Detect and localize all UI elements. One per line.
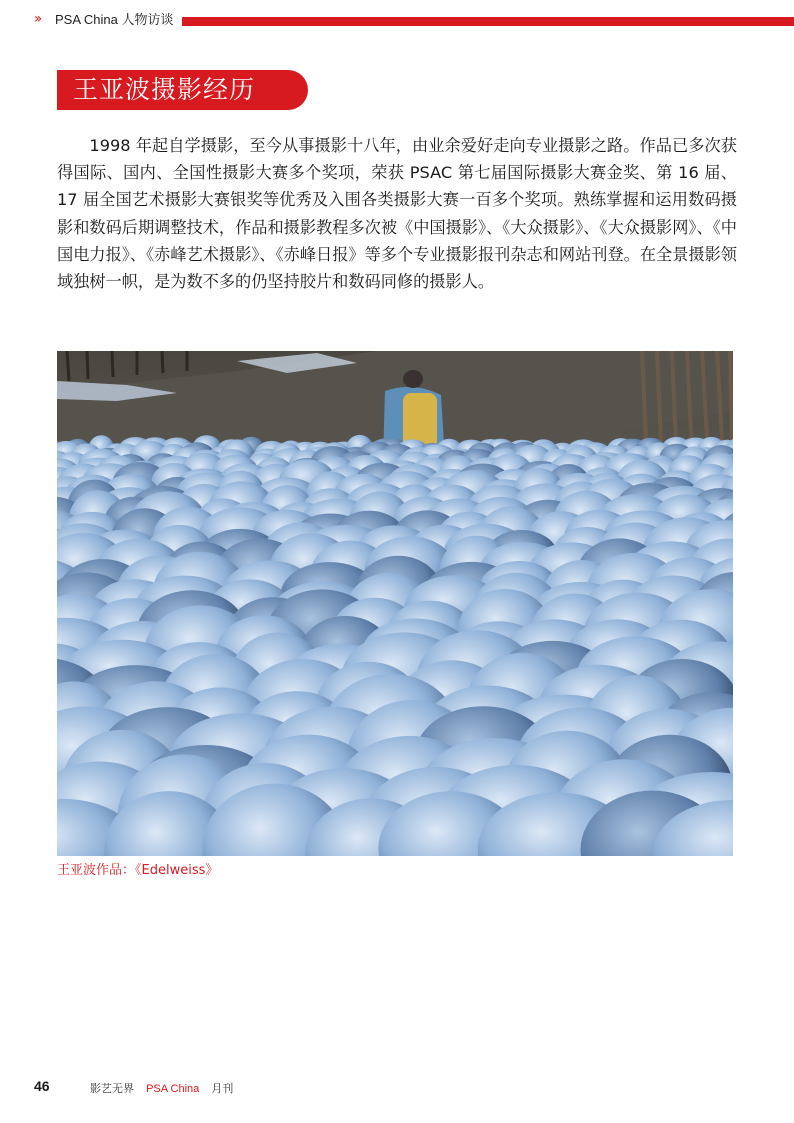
page-header <box>0 0 794 40</box>
page-number: 46 <box>34 1078 50 1094</box>
double-chevron-icon: ›› <box>34 11 40 27</box>
header-title: PSA China 人物访谈 <box>55 12 174 27</box>
footer-magazine: 影艺无界 <box>90 1083 134 1095</box>
header-rule <box>182 17 794 26</box>
featured-photo <box>57 351 733 856</box>
footer-issue: 月刊 <box>211 1083 234 1095</box>
section-title-banner <box>57 70 308 110</box>
footer-brand: PSA China <box>146 1083 200 1095</box>
biography-text <box>57 132 737 295</box>
biography-paragraph: 1998 年起自学摄影，至今从事摄影十八年，由业余爱好走向专业摄影之路。作品已多次获得国际、国内、全国性摄影大赛多个奖项，荣获 PSAC 第七届国际摄影大赛金奖、第 16 届、17 届全国艺术摄影大赛银奖等优秀及入围各类摄影大赛一百多个奖项。熟练掌握和运用数码摄影和数码后期调整技术，作品和摄影教程多次被《中国摄影》、《大众摄影》、《大众摄影网》、《中国电力报》、《赤峰艺术摄影》、《赤峰日报》等多个专业摄影报刊杂志和网站刊登。在全景摄影领域独树一帜，是为数不多的仍坚持胶片和数码同修的摄影人。 <box>57 136 737 292</box>
footer <box>90 1080 233 1096</box>
photo-caption: 王亚波作品：《Edelweiss》 <box>57 863 219 878</box>
section-title: 王亚波摄影经历 <box>73 75 256 104</box>
